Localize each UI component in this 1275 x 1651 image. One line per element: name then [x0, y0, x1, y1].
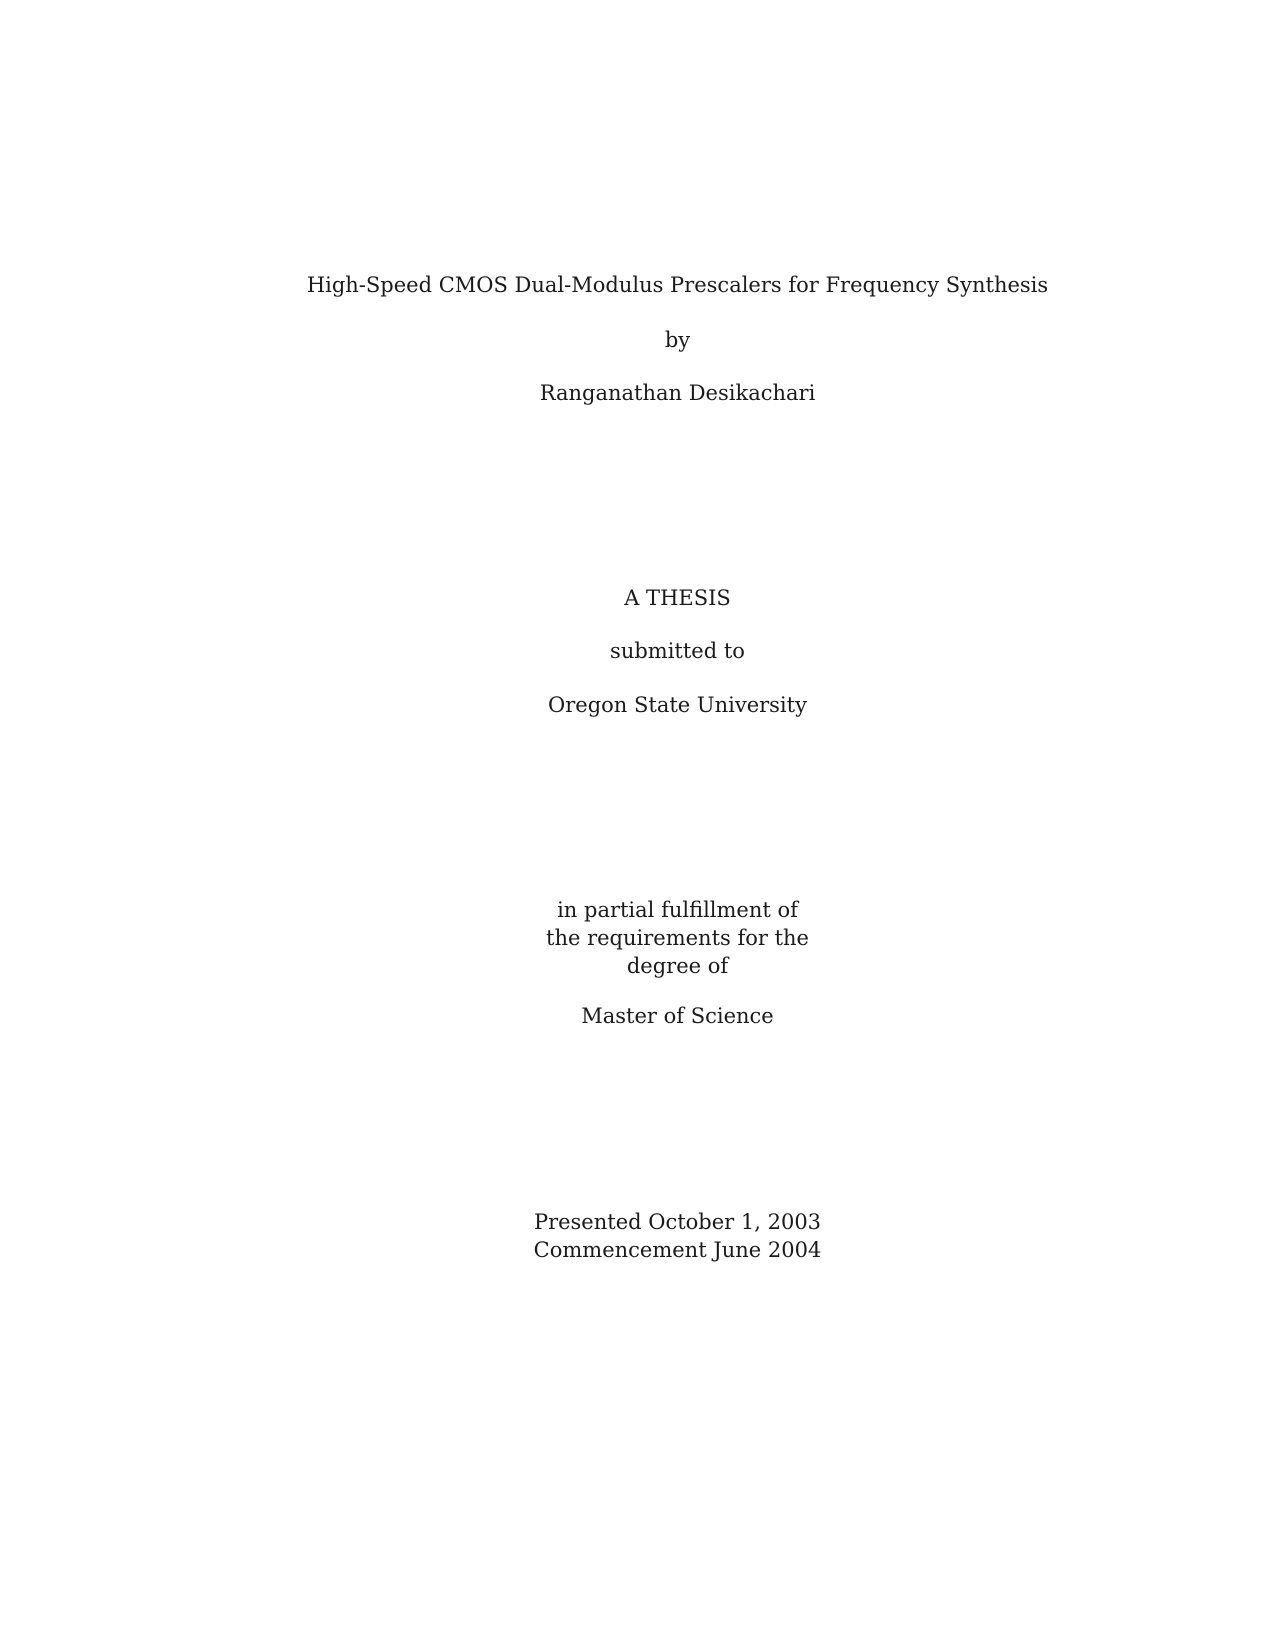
commencement-date: Commencement June 2004: [533, 1238, 822, 1262]
by-label: by: [664, 328, 691, 352]
thesis-title: High-Speed CMOS Dual-Modulus Prescalers for Frequency Synthesis: [306, 273, 1049, 297]
degree-name: Master of Science: [581, 1004, 774, 1028]
university-name: Oregon State University: [548, 693, 807, 717]
dates-block: [0, 1208, 1275, 1264]
fulfillment-line: the requirements for the: [546, 926, 809, 950]
fulfillment-statement: [0, 896, 1275, 980]
submitted-to-label: submitted to: [610, 639, 745, 663]
presented-date: Presented October 1, 2003: [533, 1210, 822, 1234]
fulfillment-line: in partial fulfillment of: [557, 898, 798, 922]
fulfillment-line: degree of: [626, 954, 729, 978]
author-name: Ranganathan Desikachari: [539, 381, 816, 405]
document-type: A THESIS: [624, 586, 731, 610]
